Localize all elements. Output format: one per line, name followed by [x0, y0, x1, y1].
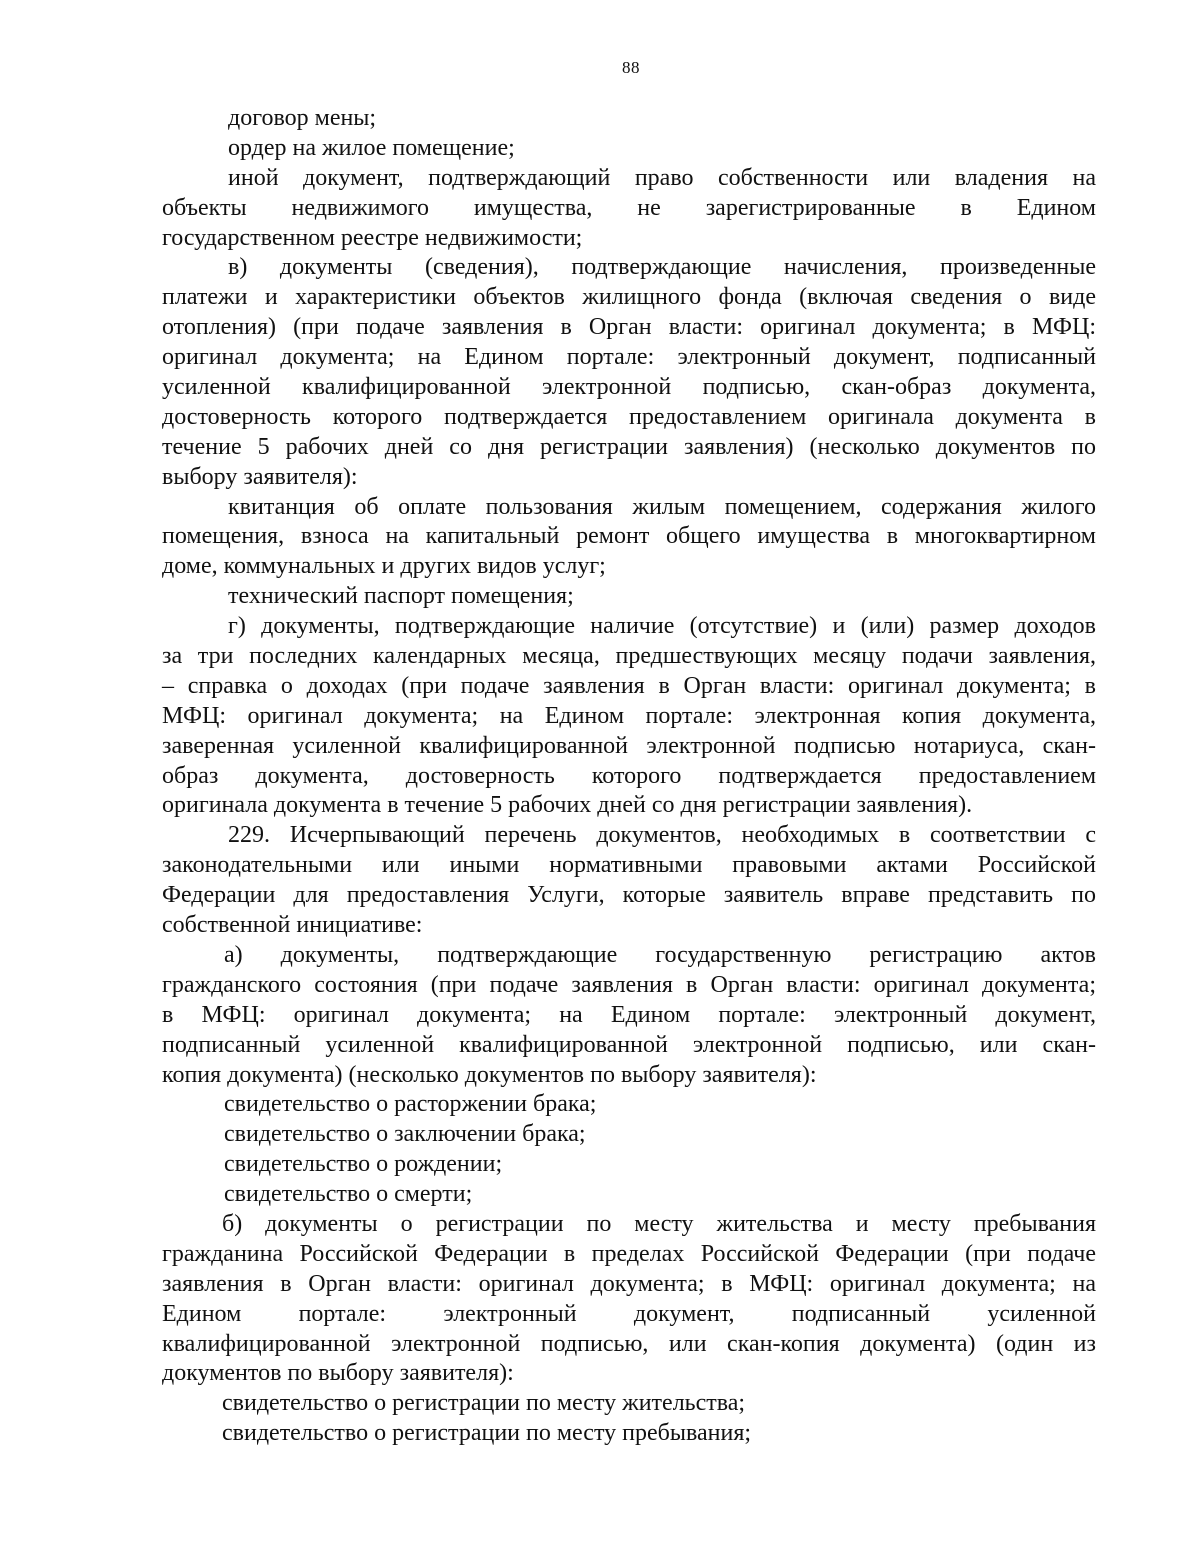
text-line: документов по выбору заявителя): [162, 1360, 514, 1387]
text-line: свидетельство о рождении; [224, 1151, 503, 1178]
text-line: заявления в Орган власти: оригинал документа; в МФЦ: оригинал документа; на [162, 1270, 1096, 1297]
text-line: доме, коммунальных и других видов услуг; [162, 553, 606, 580]
text-line: квитанция об оплате пользования жилым помещением, содержания жилого [228, 493, 1096, 520]
text-line: оригинала документа в течение 5 рабочих дней со дня регистрации заявления). [162, 792, 973, 819]
text-line: отопления) (при подаче заявления в Орган власти: оригинал документа; в МФЦ: [162, 314, 1096, 341]
text-line: договор мены; [228, 105, 377, 131]
text-line: МФЦ: оригинал документа; на Едином портале: электронная копия документа, [162, 702, 1096, 729]
text-line: государственном реестре недвижимости; [162, 224, 583, 251]
document-body [162, 104, 1096, 1449]
text-line: 229. Исчерпывающий перечень документов, необходимых в соответствии с [228, 822, 1096, 849]
text-line: подписанный усиленной квалифицированной электронной подписью, или скан- [162, 1031, 1096, 1058]
text-line: заверенная усиленной квалифицированной электронной подписью нотариуса, скан- [162, 732, 1096, 759]
text-line: платежи и характеристики объектов жилищного фонда (включая сведения о виде [162, 284, 1096, 311]
text-line: собственной инициативе: [162, 912, 423, 939]
text-line: усиленной квалифицированной электронной подписью, скан-образ документа, [162, 374, 1096, 401]
text-line: законодательными или иными нормативными правовыми актами Российской [162, 852, 1096, 879]
text-line: объекты недвижимого имущества, не зарегистрированные в Едином [162, 194, 1096, 221]
text-line: оригинал документа; на Едином портале: электронный документ, подписанный [162, 344, 1096, 371]
text-line: а) документы, подтверждающие государственную регистрацию актов [224, 941, 1096, 968]
text-line: образ документа, достоверность которого подтверждается предоставлением [162, 762, 1096, 789]
text-line: свидетельство о заключении брака; [224, 1121, 586, 1148]
text-line: б) документы о регистрации по месту жительства и месту пребывания [222, 1210, 1096, 1237]
text-line: за три последних календарных месяца, предшествующих месяцу подачи заявления, [162, 643, 1096, 670]
text-line: технический паспорт помещения; [228, 583, 574, 610]
text-line: – справка о доходах (при подаче заявления в Орган власти: оригинал документа; в [162, 672, 1096, 699]
text-line: ордер на жилое помещение; [228, 134, 515, 161]
text-line: достоверность которого подтверждается предоставлением оригинала документа в [162, 403, 1096, 430]
text-line: свидетельство о регистрации по месту пребывания; [222, 1420, 752, 1447]
text-line: г) документы, подтверждающие наличие (отсутствие) и (или) размер доходов [228, 613, 1096, 640]
text-line: в МФЦ: оригинал документа; на Едином портале: электронный документ, [162, 1001, 1096, 1028]
text-line: Едином портале: электронный документ, подписанный усиленной [162, 1300, 1096, 1327]
text-line: гражданского состояния (при подаче заявления в Орган власти: оригинал документа; [162, 971, 1096, 998]
text-line: выбору заявителя): [162, 463, 358, 490]
text-line: Федерации для предоставления Услуги, которые заявитель вправе представить по [162, 882, 1096, 909]
text-line: гражданина Российской Федерации в пределах Российской Федерации (при подаче [162, 1240, 1096, 1267]
text-line: иной документ, подтверждающий право собственности или владения на [228, 164, 1096, 191]
text-line: течение 5 рабочих дней со дня регистрации заявления) (несколько документов по [162, 433, 1096, 460]
text-line: в) документы (сведения), подтверждающие начисления, произведенные [228, 254, 1096, 281]
text-line: свидетельство о регистрации по месту жительства; [222, 1390, 746, 1417]
text-line: свидетельство о расторжении брака; [224, 1091, 597, 1118]
page-number: 88 [622, 58, 640, 77]
text-line: квалифицированной электронной подписью, или скан-копия документа) (один из [162, 1330, 1096, 1357]
text-line: свидетельство о смерти; [224, 1181, 473, 1208]
text-line: помещения, взноса на капитальный ремонт общего имущества в многоквартирном [162, 523, 1096, 550]
text-line: копия документа) (несколько документов по выбору заявителя): [162, 1061, 817, 1088]
